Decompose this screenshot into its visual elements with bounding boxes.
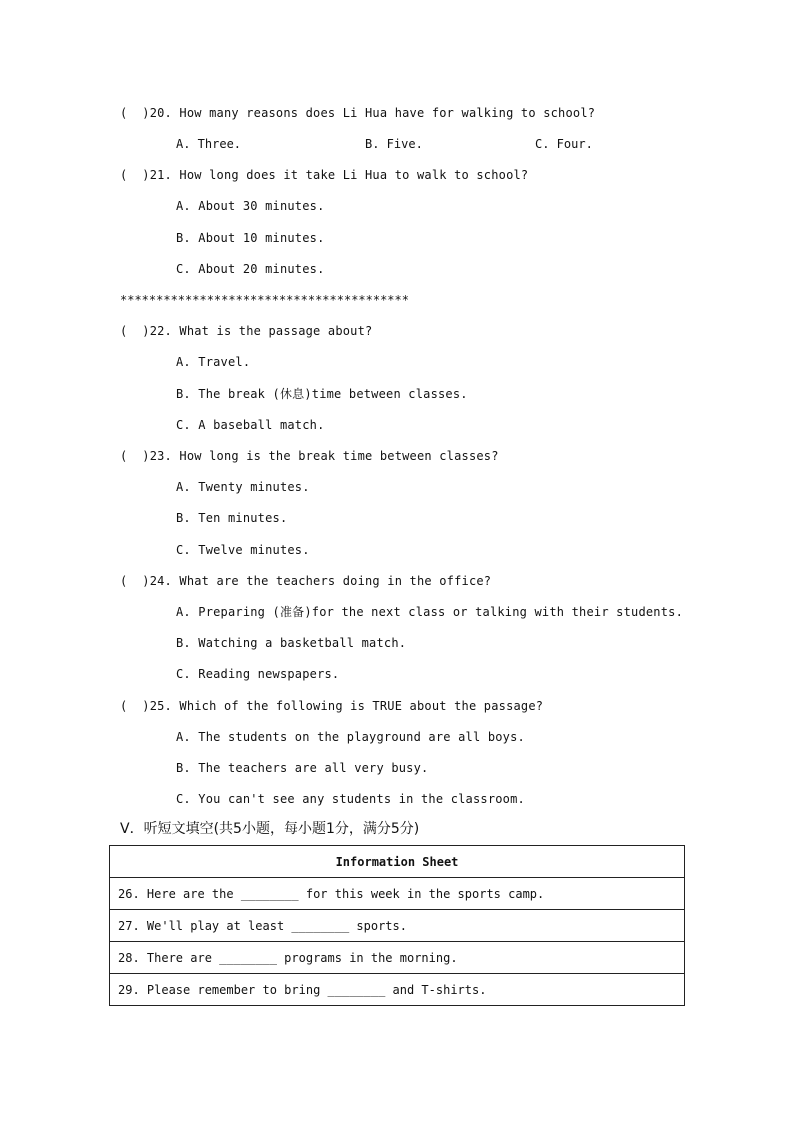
question-23-option-b: B. Ten minutes.	[176, 511, 288, 525]
question-21-option-c: C. About 20 minutes.	[176, 262, 325, 276]
table-row	[110, 878, 685, 910]
info-row-29: 29. Please remember to bring ________ and T-shirts.	[110, 974, 685, 1006]
question-22-stem: ( )22. What is the passage about?	[120, 324, 373, 338]
question-21-stem: ( )21. How long does it take Li Hua to walk to school?	[120, 168, 529, 182]
question-25-option-a: A. The students on the playground are all boys.	[176, 730, 525, 744]
question-20-option-c: C. Four.	[535, 137, 593, 151]
info-row-26: 26. Here are the ________ for this week in the sports camp.	[110, 878, 685, 910]
section-5-title: V．听短文填空(共5小题，每小题1分，满分5分)	[120, 821, 420, 837]
table-header-row	[110, 846, 685, 878]
info-row-28: 28. There are ________ programs in the morning.	[110, 942, 685, 974]
question-22-option-c: C. A baseball match.	[176, 418, 325, 432]
section-separator: ****************************************	[120, 293, 409, 307]
question-25-option-c: C. You can't see any students in the classroom.	[176, 792, 525, 806]
table-row	[110, 910, 685, 942]
information-sheet-header: Information Sheet	[110, 846, 685, 878]
question-25-option-b: B. The teachers are all very busy.	[176, 761, 429, 775]
question-22-option-b: B. The break (休息)time between classes.	[176, 387, 468, 401]
table-row	[110, 942, 685, 974]
question-23-stem: ( )23. How long is the break time between classes?	[120, 449, 499, 463]
table-row	[110, 974, 685, 1006]
question-21-option-b: B. About 10 minutes.	[176, 231, 325, 245]
question-24-option-a: A. Preparing (准备)for the next class or talking with their students.	[176, 605, 683, 619]
question-22-option-a: A. Travel.	[176, 355, 251, 369]
question-20-option-b: B. Five.	[365, 137, 423, 151]
information-sheet-table	[109, 845, 685, 1006]
question-24-option-b: B. Watching a basketball match.	[176, 636, 407, 650]
question-24-option-c: C. Reading newspapers.	[176, 667, 340, 681]
info-row-27: 27. We'll play at least ________ sports.	[110, 910, 685, 942]
question-23-option-c: C. Twelve minutes.	[176, 543, 310, 557]
question-25-stem: ( )25. Which of the following is TRUE about the passage?	[120, 699, 544, 713]
question-21-option-a: A. About 30 minutes.	[176, 199, 325, 213]
question-23-option-a: A. Twenty minutes.	[176, 480, 310, 494]
question-20-option-a: A. Three.	[176, 137, 242, 151]
question-20-stem: ( )20. How many reasons does Li Hua have for walking to school?	[120, 106, 596, 120]
question-24-stem: ( )24. What are the teachers doing in the office?	[120, 574, 492, 588]
